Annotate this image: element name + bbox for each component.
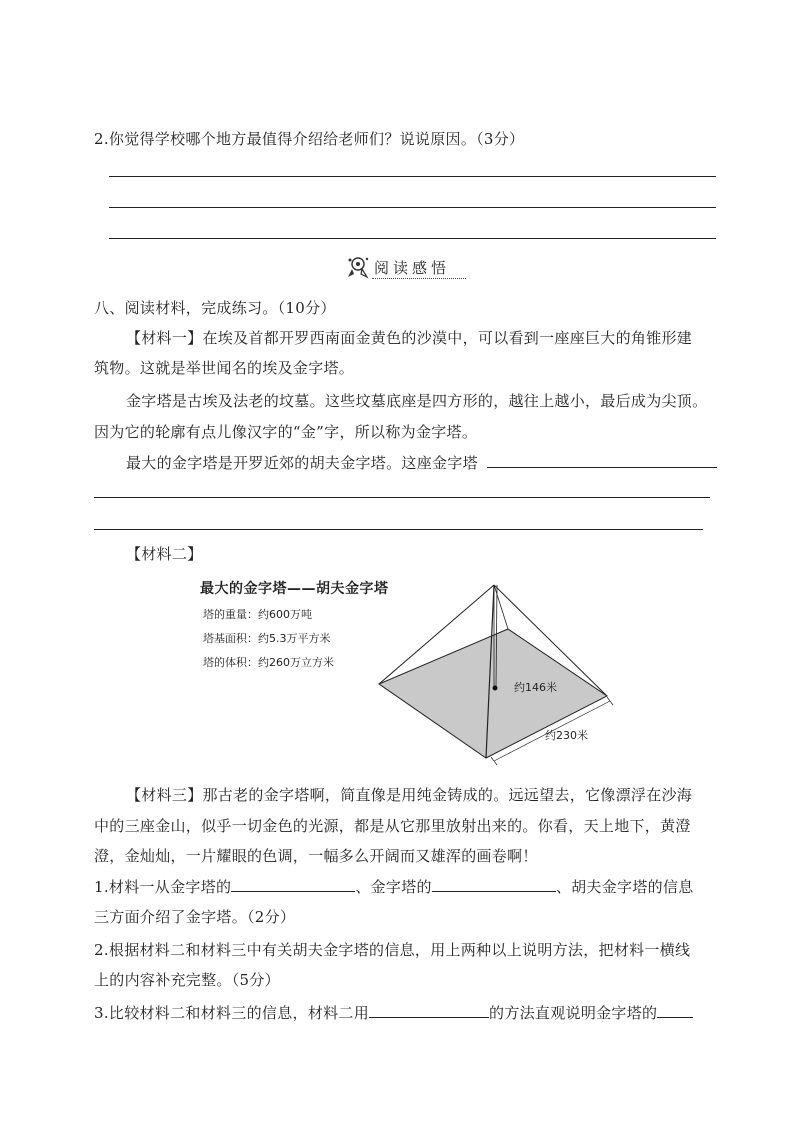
figure-volume: 塔的体积：约260万立方米 (203, 656, 334, 669)
q1-part-a: 1.材料一从金字塔的 (94, 878, 232, 896)
material-1-line-5: 最大的金字塔是开罗近郊的胡夫金字塔。这座金字塔 (126, 454, 478, 472)
figure-area: 塔基面积：约5.3万平方米 (203, 632, 331, 645)
material-1-line-4: 因为它的轮廓有点儿像汉字的“金”字，所以称为金字塔。 (94, 423, 478, 441)
q3-part-b: 的方法直观说明金字塔的 (489, 1004, 658, 1022)
question-8-heading: 八、阅读材料，完成练习。（10分） (94, 299, 336, 317)
fill-line-c[interactable] (94, 529, 703, 530)
material-3-line-1: 【材料三】那古老的金字塔啊，简直像是用纯金铸成的。远远望去，它像漂浮在沙海 (126, 786, 693, 804)
title-underline (372, 278, 466, 279)
answer-line-1[interactable] (109, 176, 716, 177)
sub-question-1-line-2: 三方面介绍了金字塔。（2分） (94, 908, 296, 926)
q1-blank-2[interactable] (432, 877, 556, 892)
section-title-text: 阅读感悟 (374, 259, 451, 277)
material-1-line-1: 【材料一】在埃及首都开罗西南面金黄色的沙漠中，可以看到一座座巨大的角锥形建 (126, 329, 693, 347)
q3-blank-1[interactable] (369, 1003, 489, 1018)
prev-question-2: 2.你觉得学校哪个地方最值得介绍给老师们？说说原因。（3分） (94, 130, 525, 148)
material-1-line-3: 金字塔是古埃及法老的坟墓。这些坟墓底座是四方形的，越往上越小，最后成为尖顶。 (126, 392, 708, 410)
q3-blank-2[interactable] (657, 1003, 693, 1018)
figure-side-label: 约230米 (545, 729, 588, 742)
q3-part-a: 3.比较材料二和材料三的信息，材料二用 (94, 1004, 370, 1022)
material-3-line-3: 澄，金灿灿，一片耀眼的色调，一幅多么开阔而又雄浑的画卷啊！ (94, 847, 538, 865)
q1-part-b: 、金字塔的 (355, 878, 432, 896)
q1-blank-1[interactable] (231, 877, 355, 892)
answer-line-2[interactable] (109, 207, 716, 208)
q1-part-c: 、胡夫金字塔的信息 (555, 878, 694, 896)
figure-weight: 塔的重量：约600万吨 (203, 608, 312, 621)
material-3-line-2: 中的三座金山，似乎一切金色的光源，都是从它那里放射出来的。你看，天上地下，黄澄 (94, 817, 691, 835)
fill-line-a[interactable] (487, 467, 717, 468)
sub-question-3-line-1 (94, 1003, 693, 1023)
material-1-line-2: 筑物。这就是举世闻名的埃及金字塔。 (94, 359, 355, 377)
sub-question-2-line-2: 上的内容补充完整。（5分） (94, 971, 280, 989)
figure-title: 最大的金字塔——胡夫金字塔 (200, 581, 389, 597)
fill-line-b[interactable] (94, 497, 710, 498)
sub-question-2-line-1: 2.根据材料二和材料三中有关胡夫金字塔的信息，用上两种以上说明方法，把材料一横线 (94, 941, 691, 959)
answer-line-3[interactable] (109, 238, 716, 239)
figure-height-label: 约146米 (514, 681, 557, 694)
material-2-label: 【材料二】 (126, 545, 203, 563)
sub-question-1-line-1 (94, 877, 694, 897)
reading-icon (344, 255, 372, 281)
section-title (340, 253, 470, 283)
